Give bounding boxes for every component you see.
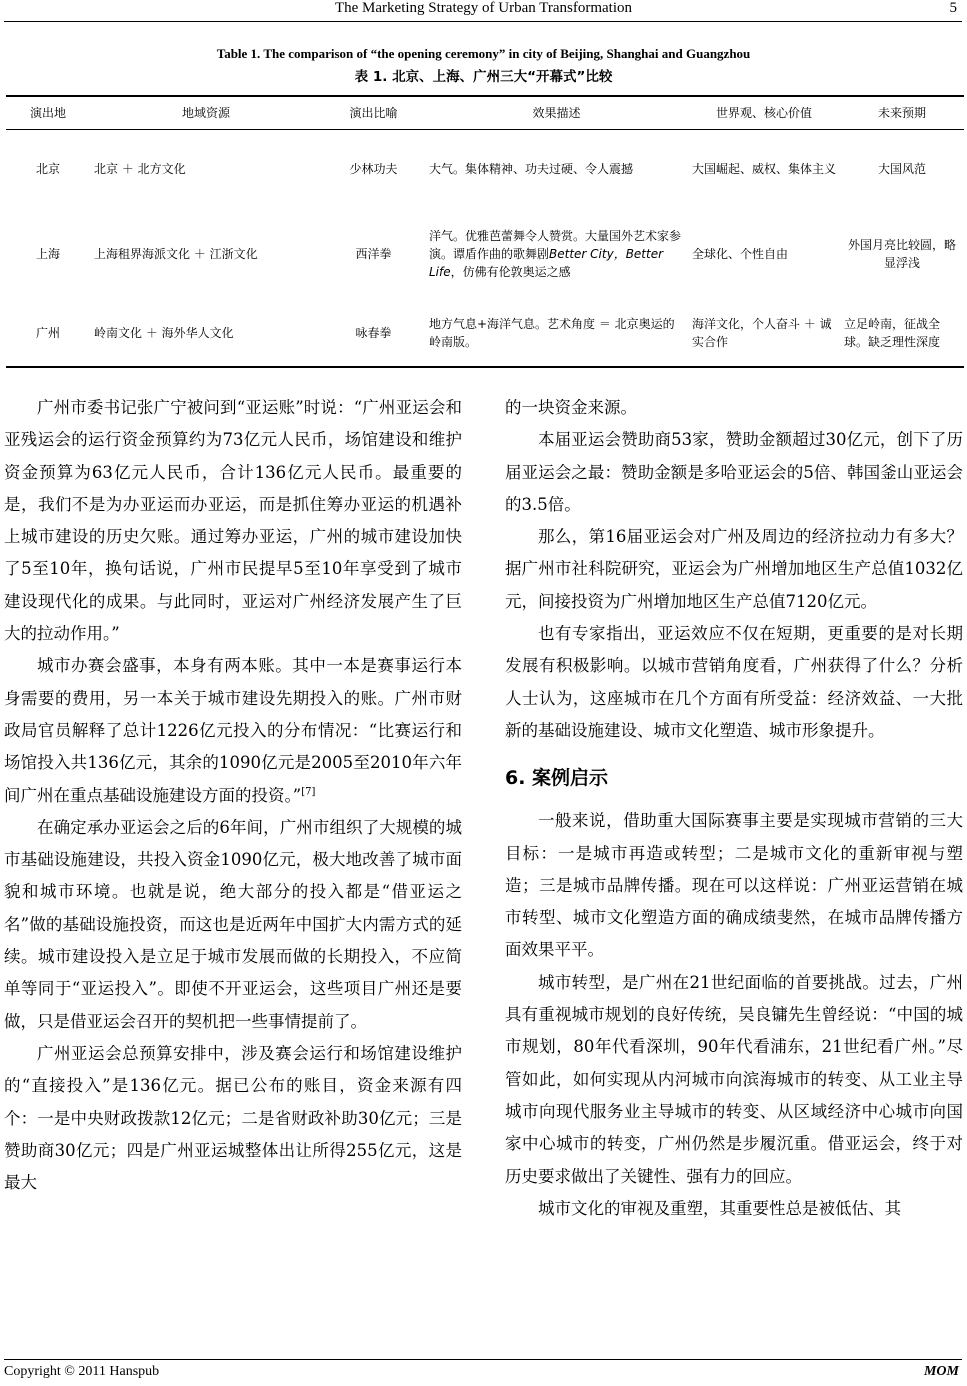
table-header-cell: 世界观、核心价值: [688, 96, 840, 129]
section-heading: 6. 案例启示: [505, 767, 609, 790]
table-header-cell: 演出地: [6, 96, 90, 129]
paragraph: 本届亚运会赞助商53家，赞助金额超过30亿元，创下了历届亚运会之最：赞助金额是多哈亚运会的5倍、韩国釜山亚运会的3.5倍。: [505, 430, 963, 514]
cell-place: 北京: [35, 162, 60, 177]
cell-metaphor: 咏春拳: [322, 299, 425, 367]
cell-effect: [425, 209, 688, 299]
cell-values: 全球化、个性自由: [692, 247, 789, 261]
comparison-table: [6, 95, 964, 368]
cell-resource: 岭南文化 ＋ 海外华人文化: [90, 299, 322, 367]
table-row-shanghai: [6, 209, 964, 299]
paragraph: 城市文化的审视及重塑，其重要性总是被低估、其: [538, 1198, 901, 1218]
table-row-beijing: [6, 129, 964, 209]
journal-abbreviation: MOM: [923, 1364, 959, 1379]
cell-future: 立足岭南，征战全球。缺乏理性深度: [840, 299, 964, 367]
paragraph-continuation: 的一块资金来源。: [505, 398, 637, 417]
cell-resource: 上海租界海派文化 ＋ 江浙文化: [94, 247, 258, 261]
left-column: [4, 392, 462, 1199]
table-caption-chinese: 表 1. 北京、上海、广州三大“开幕式”比较: [354, 69, 613, 85]
cell-future: 大国风范: [877, 162, 926, 177]
table-header-cell: 未来预期: [840, 96, 964, 129]
cell-values: 大国崛起、威权、集体主义: [692, 162, 837, 177]
table-header-row: [6, 96, 964, 129]
header-divider: [4, 21, 962, 22]
effect-text: 洋气。优雅芭蕾舞令人赞赏。大量国外艺术家参演。谭盾作曲的歌舞剧: [429, 229, 682, 261]
footer-divider: [4, 1359, 962, 1360]
cell-effect: [425, 129, 688, 209]
running-title: The Marketing Strategy of Urban Transformation: [334, 0, 633, 16]
paragraph: 一般来说，借助重大国际赛事主要是实现城市营销的三大目标：一是城市再造或转型；二是城市文化的重新审视与塑造；三是城市品牌传播。现在可以这样说：广州亚运营销在城市转型、城市文化塑造方面的确成绩斐然，在城市品牌传播方面效果平平。: [505, 811, 963, 960]
table-caption-english: Table 1. The comparison of “the opening ceremony” in city of Beijing, Shanghai and Guangzhou: [216, 46, 751, 61]
paragraph-text: 城市办赛会盛事，本身有两本账。其中一本是赛事运行本身需要的费用，另一本关于城市建设先期投入的账。广州市财政局官员解释了总计1226亿元投入的分布情况：“比赛运行和场馆投入共136亿元，其余的1090亿元是2005至2010年六年间广州在重点基础设施建设方面的投资。”: [4, 656, 462, 805]
effect-text: 地方气息+海洋气息。艺术角度 ＝ 北京奥运的岭南版。: [429, 316, 675, 349]
paragraph: 在确定承办亚运会之后的6年间，广州市组织了大规模的城市基础设施建设，共投入资金1090亿元，极大地改善了城市面貌和城市环境。也就是说，绝大部分的投入都是“借亚运之名”做的基础设施投资，而这也是近两年中国扩大内需方式的延续。城市建设投入是立足于城市发展而做的长期投入，不应简单等同于“亚运投入”。即使不开亚运会，这些项目广州还是要做，只是借亚运会召开的契机把一些事情提前了。: [4, 817, 462, 1031]
cell-values: 海洋文化，个人奋斗 ＋ 诚实合作: [688, 299, 840, 367]
effect-text: 大气。集体精神、功夫过硬、令人震撼: [429, 162, 634, 177]
table-header-cell: 演出比喻: [322, 96, 425, 129]
effect-text-tail: ，仿佛有伦敦奥运之感: [450, 265, 571, 279]
page-header: [0, 0, 967, 20]
cell-effect: [425, 299, 688, 367]
copyright-notice: Copyright © 2011 Hanspub: [4, 1364, 160, 1379]
cell-future: 外国月亮比较圆，略显浮浅: [847, 238, 956, 270]
paragraph: 也有专家指出，亚运效应不仅在短期，更重要的是对长期发展有积极影响。以城市营销角度看，广州获得了什么？分析人士认为，这座城市在几个方面有所受益：经济效益、一大批新的基础设施建设、城市文化塑造、城市形象提升。: [505, 624, 963, 740]
cell-place: 上海: [35, 247, 60, 261]
paragraph: 那么，第16届亚运会对广州及周边的经济拉动力有多大？据广州市社科院研究，亚运会为广州增加地区生产总值1032亿元，间接投资为广州增加地区生产总值7120亿元。: [505, 527, 963, 611]
paragraph: 城市转型，是广州在21世纪面临的首要挑战。过去，广州具有重视城市规划的良好传统，吴良镛先生曾经说：“中国的城市规划，80年代看深圳，90年代看浦东，21世纪看广州。”尽管如此，如何实现从内河城市向滨海城市的转变、从工业主导城市向现代服务业主导城市的转变、从区域经济中心城市向国家中心城市的转变，广州仍然是步履沉重。借亚运会，终于对历史要求做出了关键性、强有力的回应。: [505, 972, 963, 1186]
cell-place: 广州: [6, 299, 90, 367]
right-column: [505, 392, 963, 1225]
page-number: 5: [949, 0, 957, 16]
paragraph: 广州市委书记张广宁被问到“亚运账”时说：“广州亚运会和亚残运会的运行资金预算约为73亿元人民币，场馆建设和维护资金预算为63亿元人民币，合计136亿元人民币。最重要的是，我们不是为办亚运而办亚运，而是抓住筹办亚运的机遇补上城市建设的历史欠账。通过筹办亚运，广州的城市建设加快了5至10年，换句话说，广州市民提早5至10年享受到了城市建设现代化的成果。与此同时，亚运对广州经济发展产生了巨大的拉动作用。”: [4, 398, 462, 644]
cell-metaphor: 西洋拳: [355, 247, 392, 261]
paragraph: [4, 650, 462, 811]
paragraph: 广州亚运会总预算安排中，涉及赛会运行和场馆建设维护的“直接投入”是136亿元。据已公布的账目，资金来源有四个：一是中央财政拨款12亿元；二是省财政补助30亿元；三是赞助商30亿元；四是广州亚运城整体出让所得255亿元，这是最大: [4, 1043, 462, 1193]
table-row-guangzhou: [6, 299, 964, 367]
table-header-cell: 效果描述: [425, 96, 688, 129]
citation-ref: [7]: [301, 786, 316, 798]
cell-resource: 北京 ＋ 北方文化: [94, 162, 186, 177]
cell-metaphor: 少林功夫: [349, 162, 398, 177]
effect-italic-title: Better City，Better Life: [429, 247, 664, 279]
table-header-cell: 地域资源: [90, 96, 322, 129]
